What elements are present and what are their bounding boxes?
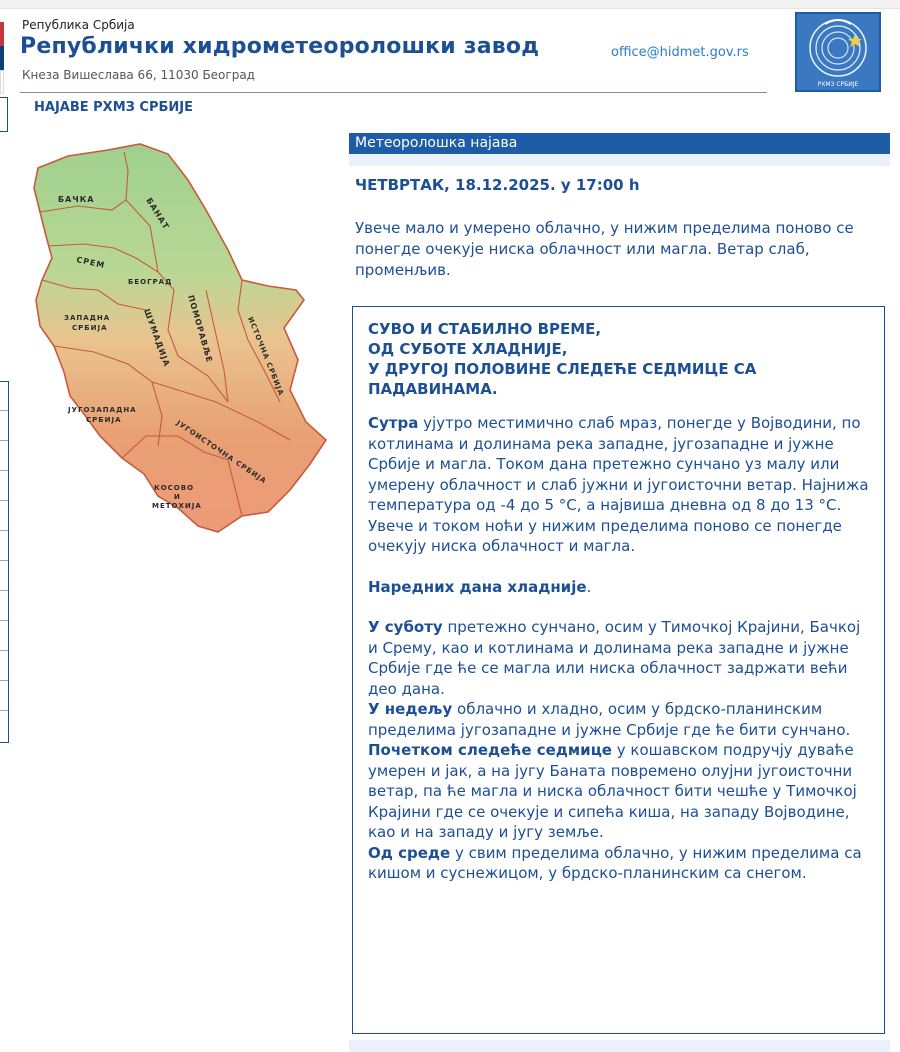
map-label-i[interactable]: И: [174, 493, 181, 501]
map-label-istocna[interactable]: ИСТОЧНА СРБИЈА: [246, 315, 286, 398]
flag-stripe: [0, 22, 4, 94]
institute-name[interactable]: Републички хидрометеоролошки завод: [20, 34, 540, 59]
nav-title[interactable]: НАЈАВЕ РХМЗ СРБИЈЕ: [34, 100, 193, 115]
headline-line: СУВО И СТАБИЛНО ВРЕМЕ,: [368, 320, 602, 338]
map-label-pomoravlje[interactable]: ПОМОРАВЉЕ: [186, 294, 215, 364]
site-header: [0, 8, 900, 94]
section-underbar: [349, 154, 890, 166]
table-row-line: [0, 710, 8, 711]
map-label-jugoistocna[interactable]: ЈУГОИСТОЧНА СРБИЈА: [174, 419, 269, 486]
short-forecast: Увече мало и умерено облачно, у нижим пределима поново се понегде очекује ниска облачност или магла. Ветар слаб, променљив.: [355, 219, 854, 279]
lead-tomorrow: Сутра: [368, 414, 419, 432]
table-row-line: [0, 500, 8, 501]
paragraph-wednesday: [368, 843, 874, 884]
lead-coming-days: Наредних дана хладније: [368, 577, 587, 596]
table-row-line: [0, 410, 8, 411]
map-label-backa[interactable]: БАЧКА: [58, 195, 95, 204]
table-row-line: [0, 650, 8, 651]
header-divider: [20, 92, 767, 93]
map-label-banat[interactable]: БАНАТ: [144, 196, 171, 232]
map-label-kosovo[interactable]: КОСОВО: [154, 484, 195, 492]
text-tomorrow: ујутро местимично слаб мраз, понегде у Војводини, по котлинама и долинама река западне, југозападне и јужне Србије и магла. Током дана претежно сунчано уз малу или умерену облачност и слаб јужни и југоисточни ветар. Најнижа температура од -4 до 5 °C, а највиша дневна од 8 до 13 °C. Увече и током ноћи у нижим пределима поново се понегде очекују ниска облачност и магла.: [368, 414, 869, 555]
text-next-week: у кошавском подручју дуваће умерен и јак, а на југу Баната повремено олујни југоисточни ветар, па ће магла и ниска облачност бити чешће у Тимочкој Крајини где се очекује и сипећа киша, на западу Војводине, као и на западу и југу земље.: [368, 741, 857, 841]
map-label-jugozapadna[interactable]: ЈУГОЗАПАДНА: [68, 406, 137, 414]
paragraph-tomorrow: [368, 413, 874, 557]
forecast-date: ЧЕТВРТАК, 18.12.2025. у 17:00 h: [355, 176, 640, 194]
text-coming-days: .: [586, 577, 592, 596]
map-label-beograd[interactable]: БЕОГРАД: [128, 278, 173, 286]
table-row-line: [0, 620, 8, 621]
text-saturday: претежно сунчано, осим у Тимочкој Крајини, Бачкој и Срему, као и котлинама и долинама река западне и јужне Србије где ће се магла или ниска облачност задржати већи део дана.: [368, 618, 861, 698]
rhmz-logo[interactable]: [795, 12, 881, 92]
lead-next-week: Почетком следеће седмице: [368, 741, 612, 759]
table-row-line: [0, 590, 8, 591]
left-side-table: [0, 381, 9, 743]
text-wednesday: у свим пределима облачно, у нижим пределима са кишом и суснежицом, у брдско-планинским са снегом.: [368, 843, 862, 882]
text-sunday: облачно и хладно, осим у брдско-планинским пределима југозападне и јужне Србије где ће бити сунчано.: [368, 700, 851, 739]
table-row-line: [0, 440, 8, 441]
lead-saturday: У суботу: [368, 618, 443, 636]
map-label-srbija-2[interactable]: СРБИЈА: [86, 416, 122, 424]
email-link[interactable]: office@hidmet.gov.rs: [611, 45, 749, 60]
forecast-headline: [368, 319, 874, 399]
table-row-line: [0, 560, 8, 561]
map-label-srem[interactable]: СРЕМ: [75, 255, 106, 271]
forecast-box: [352, 306, 885, 1034]
serbia-regions-map[interactable]: [28, 140, 334, 574]
lead-sunday: У недељу: [368, 700, 453, 718]
paragraph-next-week: [368, 740, 874, 843]
map-label-sumadija[interactable]: ШУМАДИЈА: [142, 307, 172, 369]
paragraph-saturday: [368, 617, 874, 699]
section-title-bar: Метеоролошка најава: [349, 133, 890, 154]
republic-label: Република Србија: [22, 18, 135, 32]
paragraph-coming-days: [368, 577, 874, 598]
table-row-line: [0, 470, 8, 471]
map-label-zapadna[interactable]: ЗАПАДНА: [64, 314, 111, 322]
headline-line: ОД СУБОТЕ ХЛАДНИЈЕ,: [368, 340, 568, 358]
headline-line: У ДРУГОЈ ПОЛОВИНЕ СЛЕДЕЋЕ СЕДМИЦЕ СА ПАДАВИНАМА.: [368, 360, 757, 398]
table-row-line: [0, 680, 8, 681]
table-row-line: [0, 530, 8, 531]
bottom-bar: [349, 1040, 890, 1052]
address-text: Кнеза Вишеслава 66, 11030 Београд: [22, 68, 255, 82]
map-label-srbija-1[interactable]: СРБИЈА: [72, 324, 108, 332]
logo-text: РХМЗ СРБИЈЕ: [817, 81, 859, 88]
map-label-metohija[interactable]: МЕТОХИЈА: [152, 502, 202, 510]
left-nav-box: [0, 97, 8, 132]
lead-wednesday: Од среде: [368, 843, 451, 862]
paragraph-sunday: [368, 699, 874, 740]
